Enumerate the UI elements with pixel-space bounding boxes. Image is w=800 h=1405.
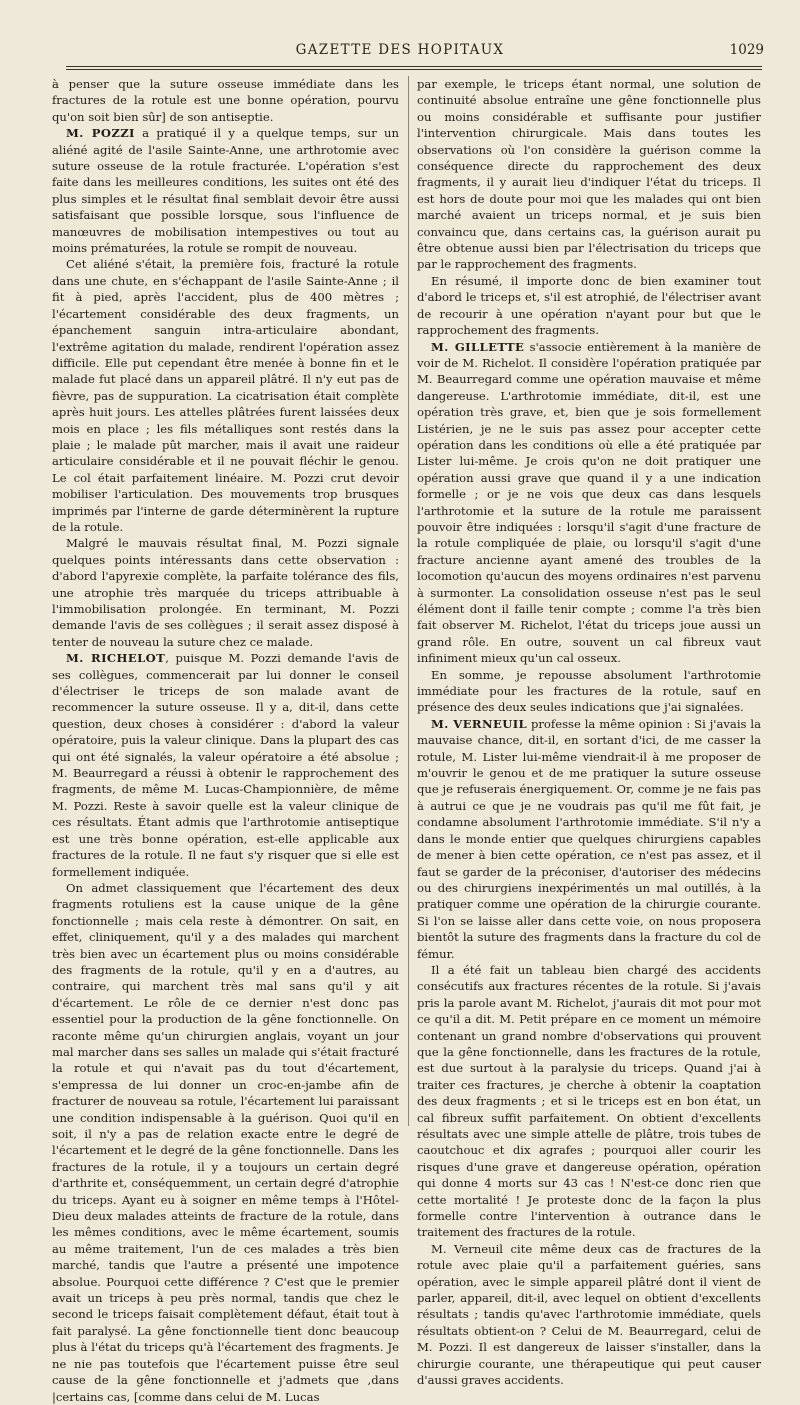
paragraph [417,716,761,962]
paragraph-text: par exemple, le triceps étant normal, une solution de continuité absolue entraîne une gêne fonctionnelle plus ou moins considérable et suffisante pour justifier l'intervention chirurgicale. Mais dans toutes les observations où l'on considère la guérison comme la conséquence directe du rapprochement des deux fragments, il y aurait lieu d'indiquer l'état du triceps. Il est hors de doute pour moi que les malades qui ont bien marché avaient un triceps normal, et je suis bien convaincu que, dans certains cas, la guérison aurait pu être obtenue aussi bien par l'électrisation du triceps que par le rapprochement des fragments. [417,77,761,272]
running-title: GAZETTE DES HOPITAUX [295,42,505,58]
running-head [0,42,800,60]
paragraph-text: professe la même opinion : Si j'avais la mauvaise chance, dit-il, en sortant d'ici, de me casser la rotule, M. Lister lui-même viendrait-il à me proposer de m'ouvrir le genou et de me pratiquer la suture osseuse que je refuserais énergiquement. Or, comme je ne fais pas à autrui ce que je ne voudrais pas qu'il me fût fait, je condamne absolument l'arthrotomie immédiate. S'il n'y a dans le monde entier que quelques chirurgiens capables de mener à bien cette opération, ce n'est pas assez, et il faut se garder de la préconiser, d'autoriser des médecins ou des chirurgiens inexpérimentés un mal outillés, à la pratiquer comme une opération de la chirurgie courante. Si l'on se laisse aller dans cette voie, on nous proposera bientôt la suture des fragments dans la fracture du col de fémur. [417,716,761,961]
paragraph [52,125,399,256]
column-divider [408,76,409,1126]
paragraph-text: à penser que la suture osseuse immédiate dans les fractures de la rotule est une bonne opération, pourvu qu'on soit bien sûr] de son antiseptie. [52,77,399,124]
paragraph-text: , puisque M. Pozzi demande l'avis de ses collègues, commencerait par lui donner le conseil d'électriser le triceps de son malade avant de recommencer la suture osseuse. Il y a, dit-il, dans cette question, deux choses à considérer : d'abord la valeur opératoire, puis la valeur clinique. Dans la plupart des cas qui ont été signalés, la valeur opératoire a été absolue ; M. Beaurregard a réussi à obtenir le rapprochement des fragments, de même M. Lucas-Championnière, de même M. Pozzi. Reste à savoir quelle est la valeur clinique de ces résultats. Étant admis que l'arthrotomie antiseptique est une très bonne opération, est-elle applicable aux fractures de la rotule. Il ne faut s'y risquer que si elle est formellement indiquée. [52,651,400,879]
paragraph-text: En résumé, il importe donc de bien examiner tout d'abord le triceps et, s'il est atrophié, de l'électriser avant de recourir à une opération n'ayant pour but que le rapprochement des fragments. [417,273,761,338]
left-column [52,76,399,1405]
paragraph-text: M. Verneuil cite même deux cas de fractures de la rotule avec plaie qu'il a parfaitement guéries, sans opération, avec le simple appareil plâtré dont il vient de parler, appareil, dit-il, avec lequel on obtient d'excellents résultats ; tandis qu'avec l'arthrotomie immédiate, quels résultats obtient-on ? Celui de M. Beaurregard, celui de M. Pozzi. Il est dangereux de laisser s'installer, dans la chirurgie courante, une thérapeutique qui peut causer d'aussi graves accidents. [417,1241,761,1388]
paragraph [52,256,399,535]
speaker-name: M. POZZI [66,126,135,141]
paragraph-text: Cet aliéné s'était, la première fois, fracturé la rotule dans une chute, en s'échappant de l'asile Sainte-Anne ; il fit à pied, après l'accident, plus de 400 mètres ; l'écartement considérable des deux fragments, un épanchement sanguin intra-articulaire abondant, l'extrême agitation du malade, rendirent l'opération assez difficile. Elle put cependant être menée à bonne fin et le malade fut placé dans un appareil plâtré. Il n'y eut pas de fièvre, pas de suppuration. La cicatrisation était complète après huit jours. Les attelles plâtrées furent laissées deux mois en place ; les fils métalliques sont restés dans la plaie ; le malade pût marcher, mais il avait une raideur articulaire considérable et il ne pouvait fléchir le genou. Le col était parfaitement linéaire. M. Pozzi crut devoir mobiliser l'articulation. Des mouvements trop brusques imprimés par l'interne de garde déterminèrent la rupture de la rotule. [52,257,399,534]
paragraph [52,76,399,125]
speaker-name: M. VERNEUIL [431,716,528,731]
paragraph [52,650,399,880]
paragraph [417,339,761,667]
paragraph [417,1241,761,1389]
paragraph-text: On admet classiquement que l'écartement des deux fragments rotuliens est la cause unique de la gêne fonctionnelle ; mais cela reste à démontrer. On sait, en effet, cliniquement, qu'il y a des malades qui marchent très bien avec un écartement plus ou moins considérable des fragments de la rotule, qu'il y en a d'autres, au contraire, qui marchent très mal sans qu'il y ait d'écartement. Le rôle de ce dernier n'est donc pas essentiel pour la production de la gêne fonctionnelle. On raconte même qu'un chirurgien anglais, voyant un jour mal marcher dans ses salles un malade qui s'était fracturé la rotule et qui n'avait pas du tout d'écartement, s'empressa de lui donner un croc-en-jambe afin de fracturer de nouveau sa rotule, l'écartement lui paraissant une condition indispensable à la guérison. Quoi qu'il en soit, il n'y a pas de relation exacte entre le degré de l'écartement et le degré de la gêne fonctionnelle. Dans les fractures de la rotule, il y a toujours un certain degré d'arthrite et, conséquemment, un certain degré d'atrophie du triceps. Ayant eu à soigner en même temps à l'Hôtel-Dieu deux malades atteints de fracture de la rotule, dans les mêmes conditions, avec le même écartement, soumis au même traitement, l'un de ces malades a très bien marché, tandis que l'autre a présenté une impotence absolue. Pourquoi cette différence ? C'est que le premier avait un triceps à peu près normal, tandis que chez le second le triceps faisait complètement défaut, était tout à fait paralysé. La gêne fonctionnelle tient donc beaucoup plus à l'état du triceps qu'à l'écartement des fragments. Je ne nie pas toutefois que l'écartement puisse être seul cause de la gêne fonctionnelle et j'admets que ,dans |certains cas, [comme dans celui de M. Lucas [52,880,399,1404]
paragraph [52,535,399,650]
paragraph [417,962,761,1241]
speaker-name: M. RICHELOT [66,651,166,666]
paragraph-text: Il a été fait un tableau bien chargé des accidents consécutifs aux fractures récentes de la rotule. Si j'avais pris la parole avant M. Richelot, j'aurais dit mot pour mot ce qu'il a dit. M. Petit prépare en ce moment un mémoire contenant un grand nombre d'observations qui prouvent que la gêne fonctionnelle, dans les fractures de la rotule, est due surtout à la paralysie du triceps. Quand j'ai à traiter ces fractures, je cherche à obtenir la coaptation des deux fragments ; et si le triceps est en bon état, un cal fibreux suffit parfaitement. On obtient d'excellents résultats avec une simple attelle de plâtre, trois tubes de caoutchouc et dix agrafes ; pourquoi aller courir les risques d'une grave et dangereuse opération, opération qui donne 4 morts sur 43 cas ! N'est-ce donc rien que cette mortalité ! Je proteste donc de la façon la plus formelle contre l'intervention à outrance dans le traitement des fractures de la rotule. [417,962,761,1240]
speaker-name: M. GILLETTE [431,339,525,354]
page-number: 1029 [729,42,764,58]
paragraph-text: En somme, je repousse absolument l'arthrotomie immédiate pour les fractures de la rotule, sauf en présence des deux seules indications que j'ai signalées. [417,667,761,715]
paragraph [417,667,761,716]
paragraph [417,273,761,339]
right-column [417,76,761,1389]
paragraph [417,76,761,273]
paragraph-text: Malgré le mauvais résultat final, M. Pozzi signale quelques points intéressants dans cette observation : d'abord l'apyrexie complète, la parfaite tolérance des fils, une atrophie très marquée du triceps attribuable à l'immobilisation prolongée. En terminant, M. Pozzi demande l'avis de ses collègues ; il serait assez disposé à tenter de nouveau la suture chez ce malade. [52,536,399,649]
paragraph-text: a pratiqué il y a quelque temps, sur un aliéné agité de l'asile Sainte-Anne, une arthrotomie avec suture osseuse de la rotule fracturée. L'opération s'est faite dans les meilleures conditions, les suites ont été des plus simples et le résultat final semblait devoir être aussi satisfaisant que possible lorsque, sous l'influence de manœuvres de mobilisation intempestives ou tout au moins prématurées, la rotule se rompit de nouveau. [52,126,399,256]
paragraph-text: s'associe entièrement à la manière de voir de M. Richelot. Il considère l'opération pratiquée par M. Beaurregard comme une opération mauvaise et même dangereuse. L'arthrotomie immédiate, dit-il, est une opération très grave, et, bien que je sois formellement Listérien, je ne le suis pas assez pour accepter cette opération dans les conditions où elle a été pratiquée par Lister lui-même. Je crois qu'on ne doit pratiquer une opération aussi grave que quand il y a une indication formelle ; or je ne vois que deux cas dans lesquels l'arthrotomie et la suture de la rotule me paraissent pouvoir être indiquées : lorsqu'il s'agit d'une fracture de la rotule compliquée de plaie, ou lorsqu'il s'agit d'une fracture ancienne ayant amené des troubles de la locomotion qu'aucun des moyens ordinaires n'est parvenu à surmonter. La consolidation osseuse n'est pas le seul élément dont il faille tenir compte ; comme l'a très bien fait observer M. Richelot, l'état du triceps joue aussi un grand rôle. En outre, souvent un cal fibreux vaut infiniment mieux qu'un cal osseux. [417,339,762,666]
paragraph [52,880,399,1405]
header-rule-thin [66,69,762,70]
header-rule [66,66,762,67]
